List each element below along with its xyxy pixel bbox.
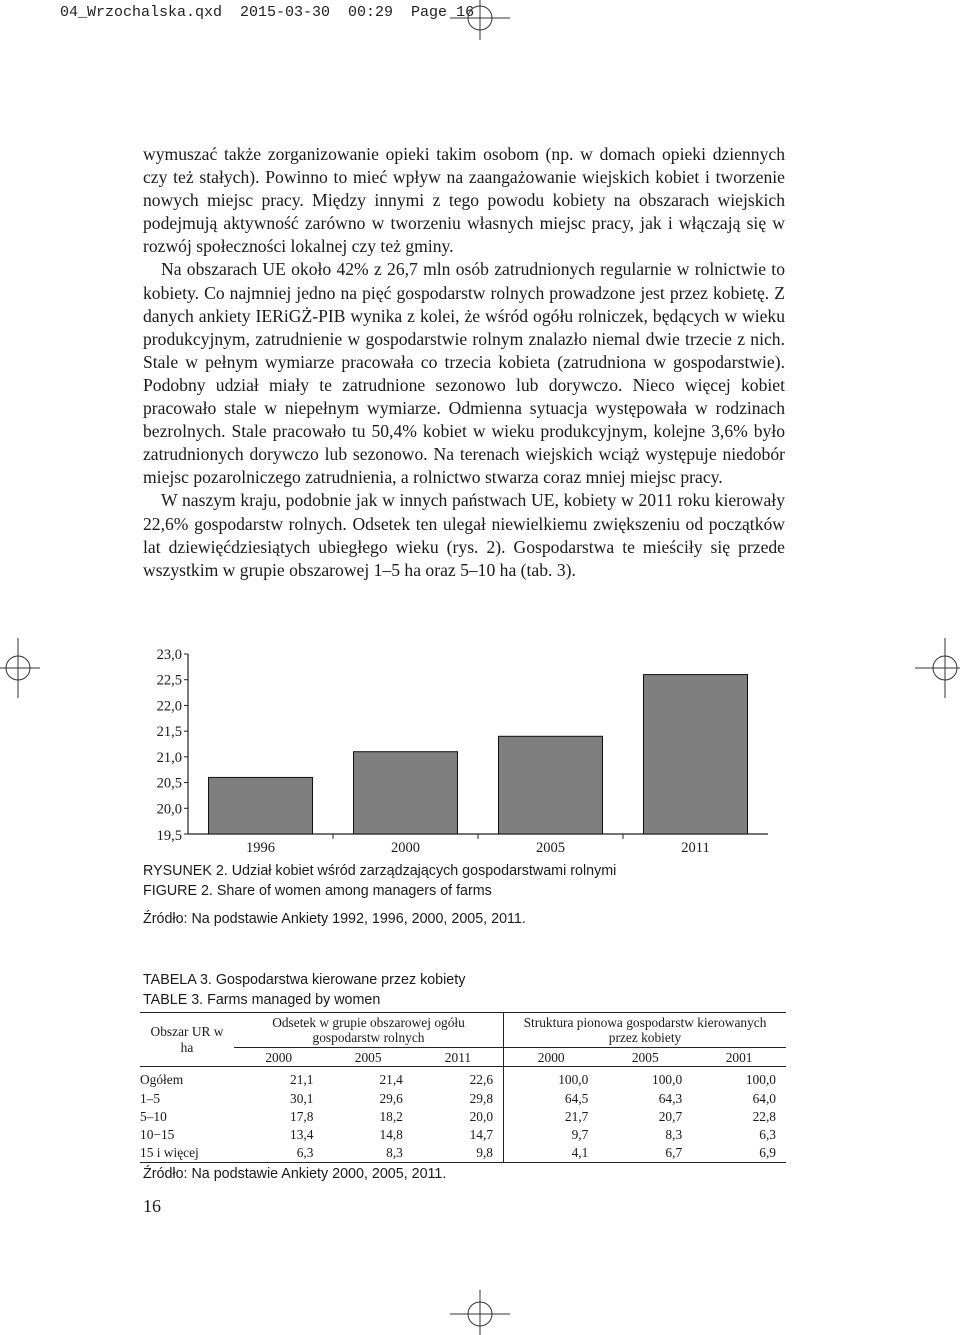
table-row (140, 1090, 786, 1108)
table-cell: 4,1 (571, 1144, 589, 1160)
table-row (140, 1144, 786, 1163)
year-header: 2000 (537, 1049, 565, 1065)
table-cell: 14,7 (413, 1126, 504, 1144)
year-header: 2011 (413, 1048, 504, 1067)
year-header: 2000 (265, 1049, 293, 1065)
row-label: 10−15 (140, 1126, 175, 1142)
table-cell: 20,7 (658, 1108, 683, 1124)
table-cell: 8,3 (665, 1126, 683, 1142)
table-row (140, 1126, 786, 1144)
table-source: Źródło: Na podstawie Ankiety 2000, 2005, 2011. (143, 1166, 447, 1182)
bar (644, 675, 748, 834)
table-cell: 29,6 (379, 1090, 403, 1106)
farms-table (140, 1012, 786, 1163)
table-cell: 21,4 (379, 1072, 403, 1088)
year-header: 2005 (631, 1049, 659, 1065)
page-number: 16 (143, 1196, 161, 1216)
table-cell: 64,3 (658, 1090, 683, 1106)
y-tick-label: 20,5 (156, 775, 182, 792)
table-cell: 21,1 (290, 1072, 314, 1088)
year-header: 2001 (725, 1049, 753, 1065)
table-cell: 18,2 (379, 1108, 403, 1124)
y-tick-label: 22,0 (156, 698, 182, 715)
group-header-structure: Struktura pionowa gospodarstw kierowanych przez kobiety (504, 1013, 786, 1048)
table-caption-en: TABLE 3. Farms managed by women (143, 992, 381, 1008)
y-tick-label: 23,0 (156, 647, 182, 663)
y-tick-label: 19,5 (156, 828, 182, 844)
stub-header: Obszar UR w ha (140, 1013, 234, 1067)
table-cell: 6,3 (759, 1126, 776, 1142)
paragraph: W naszym kraju, podobnie jak w innych państwach UE, kobiety w 2011 roku kierowały 22,6% gospodarstw rolnych. Odsetek ten ulegał niewielkiemu zwiększeniu od początków lat dziewięćdziesiątych ubiegłego wieku (rys. 2). Gospodarstwa te mieściły się przede wszystkim w grupie obszarowej 1–5 ha oraz 5–10 ha (tab. 3). (143, 490, 785, 580)
table-row (140, 1108, 786, 1126)
row-label: 1–5 (140, 1090, 161, 1106)
body-text (143, 143, 785, 582)
y-tick-label: 22,5 (156, 672, 182, 689)
x-tick-label: 2005 (536, 840, 565, 856)
registration-mark-left (0, 638, 40, 698)
table-cell: 8,3 (386, 1144, 403, 1160)
table-cell: 6,9 (759, 1144, 776, 1160)
table-cell: 13,4 (290, 1126, 314, 1142)
table-caption-pl: TABELA 3. Gospodarstwa kierowane przez kobiety (143, 972, 466, 988)
print-slug: 04_Wrzochalska.qxd 2015-03-30 00:29 Page 16 (60, 4, 475, 21)
x-tick-label: 1996 (246, 840, 275, 856)
year-header: 2005 (354, 1049, 382, 1065)
table-cell: 6,3 (296, 1144, 314, 1160)
bar-chart (130, 636, 790, 856)
table-cell: 14,8 (379, 1126, 403, 1142)
table-cell: 22,6 (413, 1067, 504, 1090)
x-tick-label: 2000 (391, 840, 420, 856)
figure-caption-pl: RYSUNEK 2. Udział kobiet wśród zarządzających gospodarstwami rolnymi (143, 863, 617, 879)
y-tick-label: 20,0 (156, 801, 182, 818)
registration-mark-right (915, 638, 960, 698)
table-cell: 100,0 (652, 1072, 683, 1088)
figure-caption-en: FIGURE 2. Share of women among managers of farms (143, 883, 492, 899)
bar (209, 777, 313, 834)
table-cell: 100,0 (558, 1072, 589, 1088)
bar (354, 752, 458, 834)
table-cell: 20,0 (413, 1108, 504, 1126)
table-cell: 17,8 (290, 1108, 314, 1124)
x-tick-label: 2011 (681, 840, 710, 856)
y-tick-label: 21,0 (156, 749, 182, 766)
table-cell: 22,8 (752, 1108, 776, 1124)
row-label: 15 i więcej (140, 1144, 199, 1160)
registration-mark-top (450, 0, 510, 40)
paragraph: Na obszarach UE około 42% z 26,7 mln osób zatrudnionych regularnie w rolnictwie to kobiety. Co najmniej jedno na pięć gospodarstw rolnych prowadzone jest przez kobietę. Z danych ankiety IERiGŻ-PIB wynika z kolei, że wśród ogółu rolniczek, będących w wieku produkcyjnym, zatrudnienie w gospodarstwie rolnym znalazło niemal dwie trzecie z nich. Stale w pełnym wymiarze pracowała co trzecia kobieta (zatrudniona w gospodarstwie). Podobny udział miały te zatrudnione sezonowo lub dorywczo. Nieco więcej kobiet pracowało stale w niepełnym wymiarze. Odmienna sytuacja występowała w rodzinach bezrolnych. Stale pracowało tu 50,4% kobiet w wieku produkcyjnym, kolejne 3,6% było zatrudnionych dorywczo lub sezonowo. Na terenach wiejskich wciąż występuje niedobór miejsc pozarolniczego zatrudnienia, a rolnictwo stwarza coraz mniej miejsc pracy. (143, 259, 785, 488)
table-row (140, 1067, 786, 1090)
table-cell: 9,8 (413, 1144, 504, 1163)
table-cell: 29,8 (413, 1090, 504, 1108)
group-header-share: Odsetek w grupie obszarowej ogółu gospodarstw rolnych (234, 1013, 504, 1048)
table-cell: 9,7 (571, 1126, 589, 1142)
table-cell: 64,0 (752, 1090, 776, 1106)
registration-mark-bottom (450, 1290, 510, 1335)
bar (499, 736, 603, 834)
row-label: 5–10 (140, 1108, 167, 1124)
row-label: Ogółem (140, 1072, 184, 1088)
paragraph: wymuszać także zorganizowanie opieki takim osobom (np. w domach opieki dziennych czy też stałych). Powinno to mieć wpływ na zaangażowanie wiejskich kobiet i tworzenie nowych miejsc pracy. Między innymi z tego powodu kobiety na obszarach wiejskich podejmują aktywność zarówno w tworzeniu własnych miejsc pracy, jak i włączają się w rozwój społeczności lokalnej czy też gminy. (143, 144, 785, 257)
table-cell: 64,5 (564, 1090, 589, 1106)
table-cell: 100,0 (745, 1072, 776, 1088)
table-cell: 6,7 (665, 1144, 683, 1160)
y-tick-label: 21,5 (156, 724, 182, 741)
figure-source: Źródło: Na podstawie Ankiety 1992, 1996, 2000, 2005, 2011. (143, 911, 526, 927)
table-cell: 21,7 (564, 1108, 589, 1124)
table-cell: 30,1 (290, 1090, 314, 1106)
